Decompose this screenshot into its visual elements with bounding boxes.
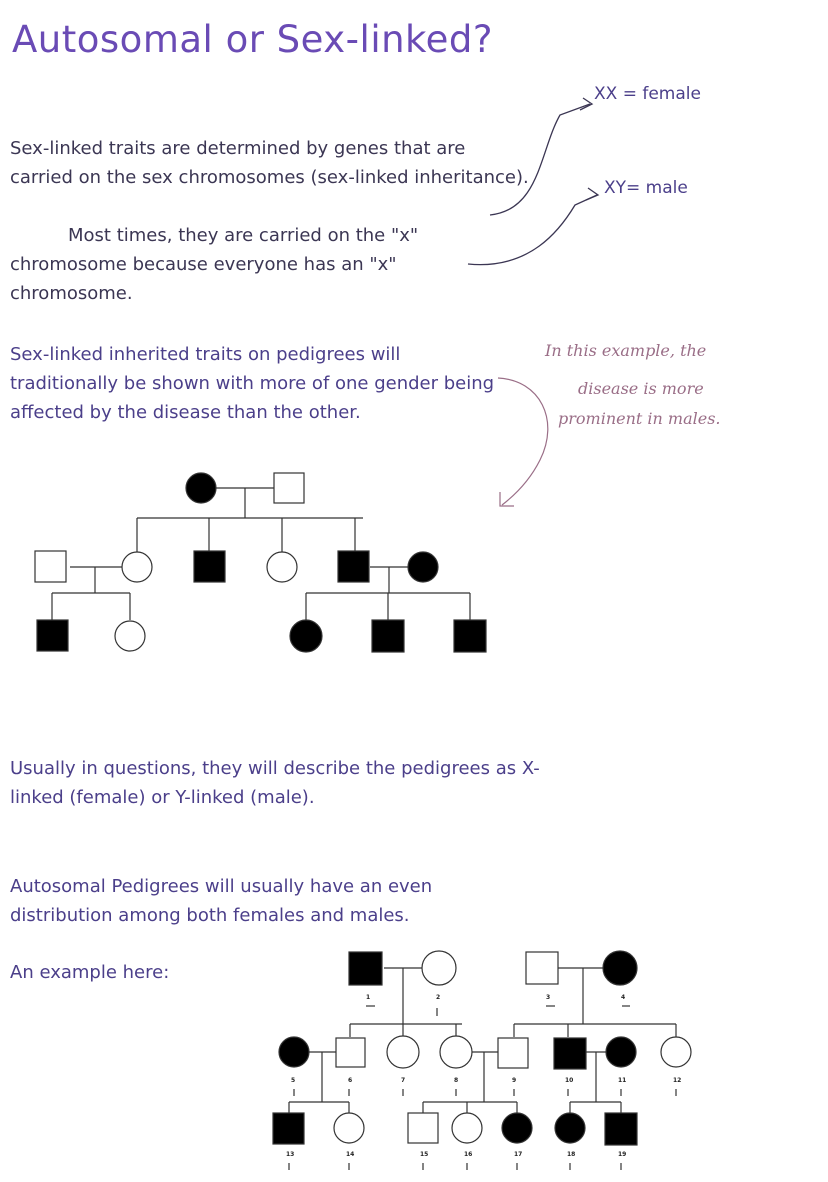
sex-linked-paragraph: Sex-linked inherited traits on pedigrees will traditionally be shown with more of one gender being affected by the disease than the other. [10,344,495,423]
p2-unaffected-male [408,1113,438,1143]
side-note-arrow [498,378,548,506]
p2-affected-female [555,1113,585,1143]
p2-label: 15 [420,1151,429,1158]
arrowhead-xy [586,188,598,200]
p1-affected-male [338,551,369,582]
p2-label: 10 [565,1077,574,1084]
p2-label: 19 [618,1151,627,1158]
side-note-line-3: prominent in males. [558,409,721,428]
intro-paragraph: Sex-linked traits are determined by genes that are carried on the sex chromosomes (sex-linked inheritance). [10,138,529,188]
intro-line-2: Most times, they are carried on the "x" [68,225,419,246]
p2-label: 18 [567,1151,576,1158]
example-label: An example here: [10,962,170,983]
p2-affected-male [605,1113,637,1145]
p2-unaffected-male [498,1038,528,1068]
arrow-to-xx [490,104,590,215]
p2-label: 16 [464,1151,473,1158]
annotation-arrows [468,98,598,265]
p2-affected-male [273,1113,304,1144]
p2-affected-female [603,951,637,985]
p2-affected-female [279,1037,309,1067]
p2-affected-female [606,1037,636,1067]
p2-label: 1 [366,994,371,1001]
p1-unaffected-female [267,552,297,582]
p1-unaffected-male [35,551,66,582]
note-xy-male: XY= male [604,178,688,198]
p2-unaffected-female [440,1036,472,1068]
p2-label: 4 [621,994,626,1001]
side-note-line-1: In this example, the [545,341,707,360]
arrowhead-xx [580,98,592,110]
arrow-to-xy [468,195,597,265]
intro-line-3: chromosome because everyone has an "x" chromosome. [10,254,397,304]
p2-affected-male [554,1038,586,1069]
p2-unaffected-female [452,1113,482,1143]
p2-label: 11 [618,1077,627,1084]
p2-label: 12 [673,1077,682,1084]
p2-label: 2 [436,994,441,1001]
p2-label: 3 [546,994,551,1001]
p1-affected-male [372,620,404,652]
p1-affected-male [454,620,486,652]
p1-unaffected-male [274,473,304,503]
questions-paragraph: Usually in questions, they will describe the pedigrees as X-linked (female) or Y-linked (male). [10,758,540,808]
p2-label: 9 [512,1077,517,1084]
p2-label: 14 [346,1151,355,1158]
pedigree-sex-linked [35,473,486,652]
p1-unaffected-female [122,552,152,582]
p2-unaffected-female [661,1037,691,1067]
p2-label: 7 [401,1077,406,1084]
p1-affected-male [37,620,68,651]
p2-label: 13 [286,1151,295,1158]
p1-affected-female [186,473,216,503]
p1-unaffected-female [115,621,145,651]
p2-label: 17 [514,1151,523,1158]
p1-affected-male [194,551,225,582]
p2-label: 8 [454,1077,459,1084]
note-xx-female: XX = female [594,84,701,104]
p2-affected-male [349,952,382,985]
p1-affected-female [290,620,322,652]
p2-unaffected-male [336,1038,365,1067]
page-title: Autosomal or Sex-linked? [12,18,494,61]
p2-unaffected-female [387,1036,419,1068]
p2-unaffected-female [334,1113,364,1143]
side-note-line-2: disease is more [578,379,704,398]
p2-unaffected-female [422,951,456,985]
p2-unaffected-male [526,952,558,984]
p2-label: 6 [348,1077,353,1084]
p2-affected-female [502,1113,532,1143]
p1-affected-female [408,552,438,582]
p2-label: 5 [291,1077,296,1084]
pedigree-autosomal [273,951,691,1170]
autosomal-paragraph: Autosomal Pedigrees will usually have an even distribution among both females and males. [10,876,433,926]
